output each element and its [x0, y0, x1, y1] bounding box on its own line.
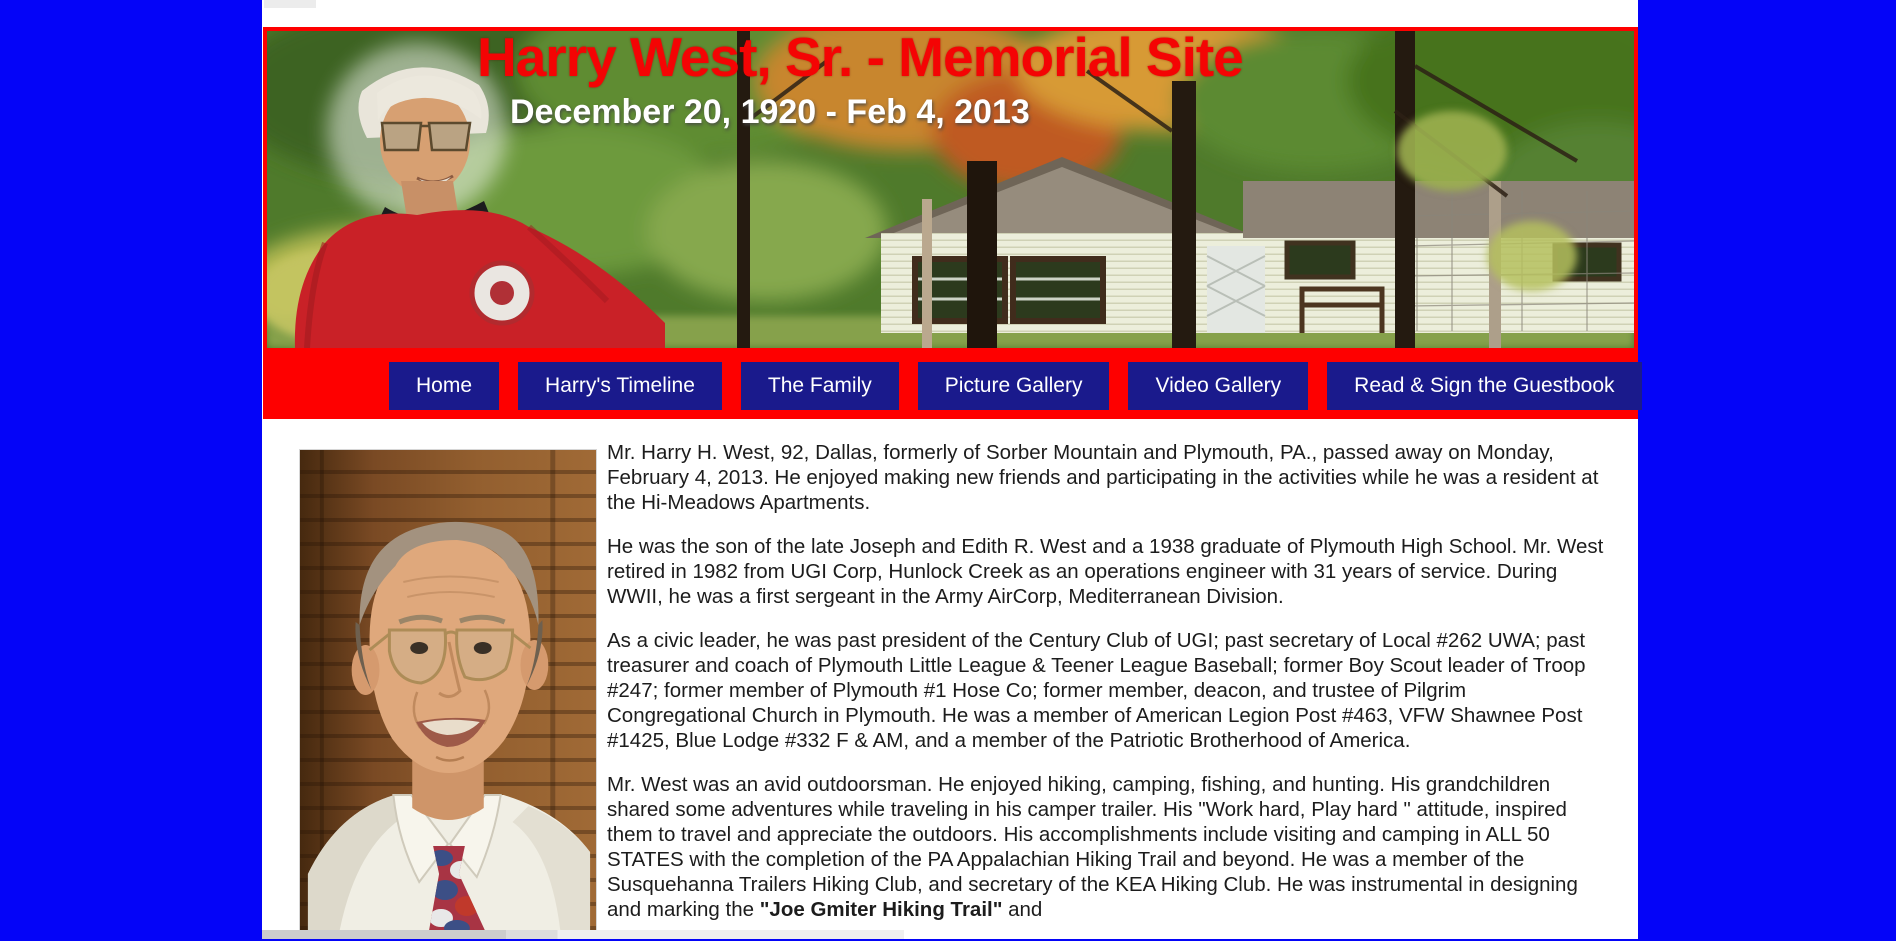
obituary-paragraph-3: As a civic leader, he was past president of the Century Club of UGI; past secretary of Local #262 UWA; past treasurer and coach of Plymouth Little League & Teener League Baseball; former Boy Scout leader of Troop #247; former member of Plymouth #1 Hose Co; former member, deacon, and trustee of Pilgrim Congregational Church in Plymouth. He was a member of American Legion Post #463, VFW Shawnee Post #1425, Blue Lodge #332 F & AM, and a member of the Patriotic Brotherhood of America. [607, 629, 1586, 752]
nav-video-gallery[interactable]: Video Gallery [1128, 362, 1308, 410]
banner [263, 27, 1638, 352]
obituary-section [262, 419, 1638, 939]
obituary-paragraph-4-trail-name: "Joe Gmiter Hiking Trail" [759, 898, 1003, 921]
scrollbar-corner-artifact [264, 0, 316, 8]
portrait-photo-image [300, 450, 596, 930]
nav-harrys-timeline[interactable]: Harry's Timeline [518, 362, 722, 410]
obituary-paragraph-4-continuation: and [1002, 898, 1043, 921]
obituary-text [607, 440, 1609, 941]
nav-guestbook[interactable]: Read & Sign the Guestbook [1327, 362, 1641, 410]
nav-home[interactable]: Home [389, 362, 499, 410]
obituary-paragraph-1: Mr. Harry H. West, 92, Dallas, formerly of Sorber Mountain and Plymouth, PA., passed away on Monday, February 4, 2013. He enjoyed making new friends and participating in the activities while he was a resident at the Hi-Meadows Apartments. [607, 441, 1599, 514]
nav-the-family[interactable]: The Family [741, 362, 899, 410]
obituary-paragraph-2: He was the son of the late Joseph and Edith R. West and a 1938 graduate of Plymouth High School. Mr. West retired in 1982 from UGI Corp, Hunlock Creek as an operations engineer with 31 years of service. During WWII, he was a first sergeant in the Army AirCorp, Mediterranean Division. [607, 535, 1604, 608]
banner-dates: December 20, 1920 - Feb 4, 2013 [510, 93, 1030, 131]
nav-picture-gallery[interactable]: Picture Gallery [918, 362, 1110, 410]
content-column [262, 0, 1638, 939]
main-nav [263, 352, 1638, 419]
portrait-photo [299, 449, 597, 931]
obituary-paragraph-4 [607, 772, 1609, 922]
horizontal-scrollbar[interactable] [262, 930, 904, 939]
obituary-paragraph-4-text: Mr. West was an avid outdoorsman. He enjoyed hiking, camping, fishing, and hunting. His grandchildren shared some adventures while traveling in his camper trailer. His "Work hard, Play hard " attitude, inspired them to travel and appreciate the outdoors. His accomplishments include visiting and camping in ALL 50 STATES with the completion of the PA Appalachian Hiking Trail and beyond. He was a member of the Susquehanna Trailers Hiking Club, and secretary of the KEA Hiking Club. He was instrumental in designing and marking the [607, 773, 1578, 921]
banner-title: Harry West, Sr. - Memorial Site [477, 27, 1243, 88]
